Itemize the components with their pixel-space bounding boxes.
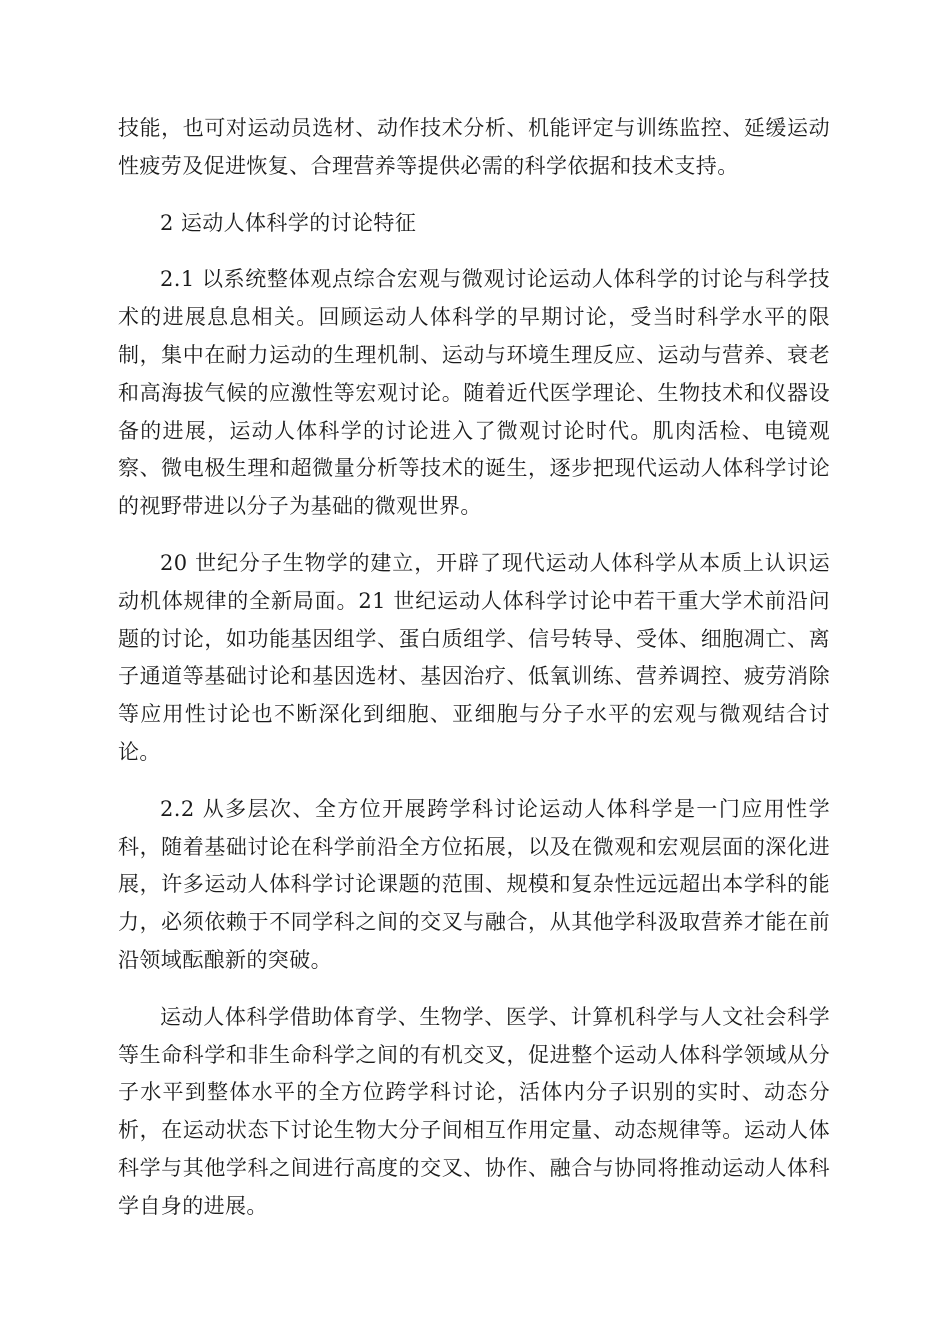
paragraph-20th-century: 20 世纪分子生物学的建立，开辟了现代运动人体科学从本质上认识运动机体规律的全新局面。21 世纪运动人体科学讨论中若干重大学术前沿问题的讨论，如功能基因组学、蛋白质组学、信号转导、受体、细胞凋亡、离子通道等基础讨论和基因选材、基因治疗、低氧训练、营养调控、疲劳消除等应用性讨论也不断深化到细胞、亚细胞与分子水平的宏观与微观结合讨论。 xyxy=(118,550,830,764)
section-heading: 2 运动人体科学的讨论特征 xyxy=(160,210,417,235)
paragraph-interdisciplinary: 运动人体科学借助体育学、生物学、医学、计算机科学与人文社会科学等生命科学和非生命科学之间的有机交叉，促进整个运动人体科学领域从分子水平到整体水平的全方位跨学科讨论，活体内分子识别的实时、动态分析，在运动状态下讨论生物大分子间相互作用定量、动态规律等。运动人体科学与其他学科之间进行高度的交叉、协作、融合与协同将推动运动人体科学自身的进展。 xyxy=(118,1004,830,1218)
document-page xyxy=(118,110,830,1245)
paragraph-2-1: 2.1 以系统整体观点综合宏观与微观讨论运动人体科学的讨论与科学技术的进展息息相关。回顾运动人体科学的早期讨论，受当时科学水平的限制，集中在耐力运动的生理机制、运动与环境生理反应、运动与营养、衰老和高海拔气候的应激性等宏观讨论。随着近代医学理论、生物技术和仪器设备的进展，运动人体科学的讨论进入了微观讨论时代。肌肉活检、电镜观察、微电极生理和超微量分析等技术的诞生，逐步把现代运动人体科学讨论的视野带进以分子为基础的微观世界。 xyxy=(118,267,830,519)
paragraph-continuation: 技能，也可对运动员选材、动作技术分析、机能评定与训练监控、延缓运动性疲劳及促进恢复、合理营养等提供必需的科学依据和技术支持。 xyxy=(118,116,830,178)
paragraph-2-2: 2.2 从多层次、全方位开展跨学科讨论运动人体科学是一门应用性学科，随着基础讨论在科学前沿全方位拓展，以及在微观和宏观层面的深化进展，许多运动人体科学讨论课题的范围、规模和复杂性远远超出本学科的能力，必须依赖于不同学科之间的交叉与融合，从其他学科汲取营养才能在前沿领域酝酿新的突破。 xyxy=(118,796,830,972)
